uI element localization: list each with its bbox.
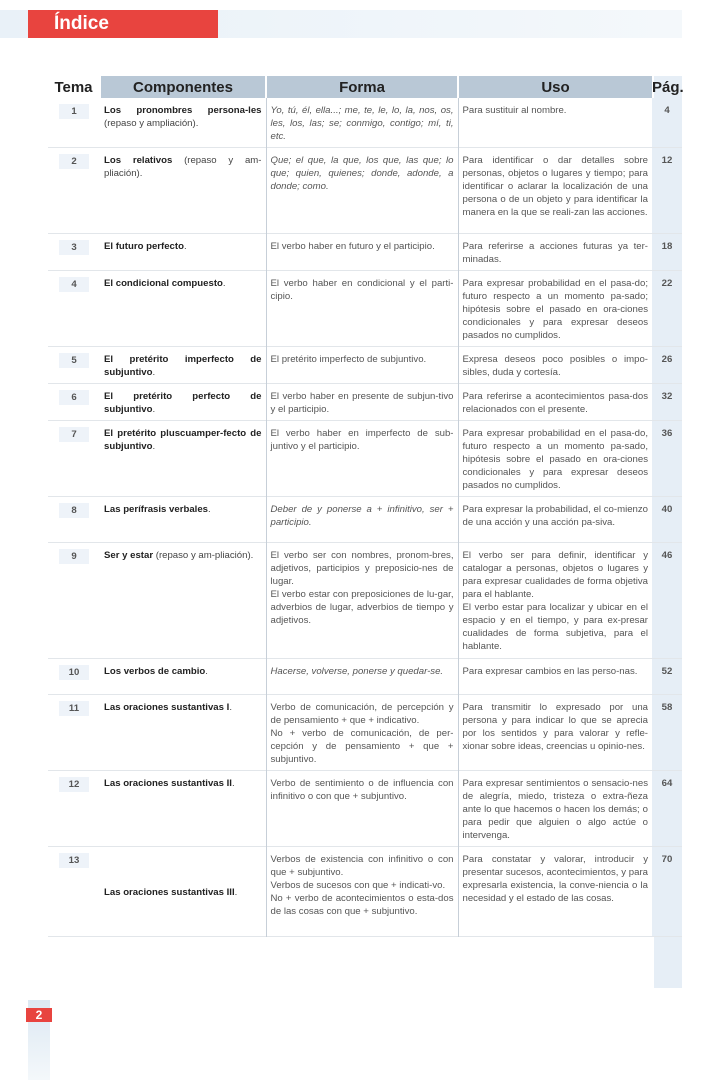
page-ref: 58 xyxy=(652,695,682,771)
table-row xyxy=(48,695,682,771)
componentes-cell xyxy=(100,271,266,347)
uso-cell: Para expresar cambios en las perso-nas. xyxy=(458,659,652,695)
componentes-cell xyxy=(100,384,266,421)
table-row xyxy=(48,543,682,659)
tema-number-label: 2 xyxy=(59,154,89,169)
componentes-cell xyxy=(100,543,266,659)
table-row xyxy=(48,271,682,347)
page-ref: 18 xyxy=(652,234,682,271)
componentes-note: . xyxy=(231,778,235,789)
uso-cell: Para transmitir lo expresado por una persona y para indicar lo que se aprecia por los sentidos y para valorar y refle-xionar sobre ideas, creencias u opinio-nes. xyxy=(458,695,652,771)
componentes-title: Las perífrasis verbales xyxy=(104,504,208,515)
tema-number xyxy=(48,271,100,347)
componentes-title: El pretérito perfecto de subjuntivo xyxy=(104,391,262,415)
componentes-title: Las oraciones sustantivas III xyxy=(104,887,235,898)
componentes-title: Los verbos de cambio xyxy=(104,666,206,677)
tema-number xyxy=(48,847,100,937)
header-componentes: Componentes xyxy=(100,76,266,98)
componentes-note: . xyxy=(205,666,208,677)
page-ref: 40 xyxy=(652,497,682,543)
componentes-cell xyxy=(100,659,266,695)
componentes-note: (repaso y am-pliación). xyxy=(153,550,254,561)
page-ref: 22 xyxy=(652,271,682,347)
tema-number xyxy=(48,543,100,659)
componentes-title: El futuro perfecto xyxy=(104,241,184,252)
header-pag: Pág. xyxy=(652,78,684,96)
componentes-title: Los pronombres persona-les xyxy=(104,105,262,116)
forma-cell: El verbo haber en condicional y el parti-cipio. xyxy=(266,271,458,347)
header-tema: Tema xyxy=(54,78,93,96)
tema-number-label: 3 xyxy=(59,240,89,255)
forma-cell: Que; el que, la que, los que, las que; lo que; quien, quienes; donde, adonde, a donde; como. xyxy=(266,148,458,234)
componentes-note: . xyxy=(183,241,187,252)
uso-cell: Para constatar y valorar, introducir y presentar sucesos, acontecimientos, y para expresarla existencia, la conve-niencia o la necesidad y el estado de las cosas. xyxy=(458,847,652,937)
tema-number xyxy=(48,695,100,771)
tema-number xyxy=(48,98,100,148)
page-ref: 52 xyxy=(652,659,682,695)
componentes-cell xyxy=(100,148,266,234)
uso-cell: Para referirse a acciones futuras ya ter-minadas. xyxy=(458,234,652,271)
forma-cell: Deber de y ponerse a + infinitivo, ser + participio. xyxy=(266,497,458,543)
componentes-title: El pretérito imperfecto de subjuntivo xyxy=(104,354,262,378)
page-ref: 26 xyxy=(652,347,682,384)
uso-cell: Para expresar probabilidad en el pasa-do, futuro respecto a un momento pa-sado, hipótesis sobre el pasado en ora-ciones condicionales y para expresar deseos pasados no cumplidos. xyxy=(458,421,652,497)
forma-cell: El verbo haber en imperfecto de sub-juntivo y el participio. xyxy=(266,421,458,497)
tema-number xyxy=(48,234,100,271)
forma-cell: El verbo haber en futuro y el participio. xyxy=(266,234,458,271)
uso-cell: Para referirse a acontecimientos pasa-dos relacionados con el presente. xyxy=(458,384,652,421)
table-row xyxy=(48,847,682,937)
componentes-title: Los relativos xyxy=(104,155,173,166)
componentes-cell xyxy=(100,695,266,771)
page-number: 2 xyxy=(26,1008,52,1022)
tema-number xyxy=(48,384,100,421)
tema-number xyxy=(48,659,100,695)
table-row xyxy=(48,384,682,421)
tema-number xyxy=(48,421,100,497)
componentes-note: . xyxy=(152,367,156,378)
uso-cell: Para identificar o dar detalles sobre personas, objetos o lugares y tiempo; para identificar o aclarar la localización de una persona o de un objeto y para identificar la manera en la que se reali-zan las acciones. xyxy=(458,148,652,234)
tema-number-label: 12 xyxy=(59,777,89,792)
page-ref: 12 xyxy=(652,148,682,234)
componentes-note: . xyxy=(152,441,156,452)
componentes-note: (repaso y ampliación). xyxy=(104,118,199,129)
componentes-cell xyxy=(100,98,266,148)
tema-number-label: 4 xyxy=(59,277,89,292)
componentes-cell xyxy=(100,847,266,937)
componentes-title: Las oraciones sustantivas II xyxy=(104,778,232,789)
tema-number-label: 8 xyxy=(59,503,89,518)
index-table xyxy=(48,76,682,937)
page-title: Índice xyxy=(28,10,218,38)
componentes-cell xyxy=(100,421,266,497)
tema-number-label: 9 xyxy=(59,549,89,564)
componentes-note: . xyxy=(234,887,238,898)
page-ref: 46 xyxy=(652,543,682,659)
table-row xyxy=(48,347,682,384)
uso-cell: El verbo ser para definir, identificar y catalogar a personas, objetos o lugares y para expresar cualidades de forma objetiva para el hablante. El verbo estar para localizar y ubicar en el espacio y en el tiempo, y para ex-presar cualidades de forma subjetiva, para el hablante. xyxy=(458,543,652,659)
componentes-cell xyxy=(100,771,266,847)
table-row xyxy=(48,497,682,543)
forma-cell: El verbo haber en presente de subjun-tivo y el participio. xyxy=(266,384,458,421)
tema-number xyxy=(48,148,100,234)
page-ref: 36 xyxy=(652,421,682,497)
table-row xyxy=(48,148,682,234)
table-row xyxy=(48,659,682,695)
componentes-note: . xyxy=(152,404,156,415)
componentes-cell xyxy=(100,347,266,384)
componentes-title: Las oraciones sustantivas I xyxy=(104,702,230,713)
forma-cell: Verbo de comunicación, de percepción y de pensamiento + que + indicativo. No + verbo de comunicación, de per-cepción y de pensamiento + que + subjuntivo. xyxy=(266,695,458,771)
table-row xyxy=(48,421,682,497)
forma-cell: El pretérito imperfecto de subjuntivo. xyxy=(266,347,458,384)
page-ref: 4 xyxy=(652,98,682,148)
header-forma: Forma xyxy=(266,76,458,98)
componentes-cell xyxy=(100,234,266,271)
componentes-note: . xyxy=(222,278,226,289)
tema-number-label: 7 xyxy=(59,427,89,442)
uso-cell: Para expresar probabilidad en el pasa-do; futuro respecto a un momento pa-sado; hipótesis sobre el pasado en ora-ciones condicionales y para expresar deseos pasados no cumplidos. xyxy=(458,271,652,347)
tema-number-label: 5 xyxy=(59,353,89,368)
componentes-note: (repaso y am-pliación). xyxy=(104,155,262,179)
componentes-title: El pretérito pluscuamper-fecto de subjuntivo xyxy=(104,428,262,452)
forma-cell: Hacerse, volverse, ponerse y quedar-se. xyxy=(266,659,458,695)
uso-cell: Para expresar sentimientos o sensacio-nes de alegría, miedo, tristeza o extra-ñeza ante lo que hacemos o hacen los demás; o para pedir que alguien o algo actúe o intervenga. xyxy=(458,771,652,847)
tema-number xyxy=(48,497,100,543)
uso-cell: Expresa deseos poco posibles o impo-sibles, duda y cortesía. xyxy=(458,347,652,384)
tema-number xyxy=(48,771,100,847)
tema-number-label: 10 xyxy=(59,665,89,680)
tema-number-label: 11 xyxy=(59,701,89,716)
forma-cell: Verbo de sentimiento o de influencia con infinitivo o con que + subjuntivo. xyxy=(266,771,458,847)
componentes-note: . xyxy=(208,504,211,515)
componentes-title: El condicional compuesto xyxy=(104,278,223,289)
tema-number-label: 13 xyxy=(59,853,89,868)
tema-number xyxy=(48,347,100,384)
forma-cell: El verbo ser con nombres, pronom-bres, adjetivos, participios y preposicio-nes de lugar. El verbo estar con preposiciones de lu-gar, adverbios de lugar, adverbios de tiempo y adjetivos. xyxy=(266,543,458,659)
header-uso: Uso xyxy=(458,76,652,98)
uso-cell: Para expresar la probabilidad, el co-mienzo de una acción y una acción pa-siva. xyxy=(458,497,652,543)
componentes-note: . xyxy=(229,702,232,713)
table-row xyxy=(48,771,682,847)
componentes-cell xyxy=(100,497,266,543)
page-ref: 64 xyxy=(652,771,682,847)
componentes-title: Ser y estar xyxy=(104,550,154,561)
table-row xyxy=(48,98,682,148)
table-row xyxy=(48,234,682,271)
forma-cell: Yo, tú, él, ella...; me, te, le, lo, la, nos, os, les, los, las; se; conmigo, contigo; mí, ti, etc. xyxy=(266,98,458,148)
page-ref: 70 xyxy=(652,847,682,937)
page-ref: 32 xyxy=(652,384,682,421)
forma-cell: Verbos de existencia con infinitivo o con que + subjuntivo. Verbos de sucesos con que + indicati-vo. No + verbo de acontecimientos o esta-dos de las cosas con que + subjuntivo. xyxy=(266,847,458,937)
uso-cell: Para sustituir al nombre. xyxy=(458,98,652,148)
tema-number-label: 1 xyxy=(59,104,89,119)
tema-number-label: 6 xyxy=(59,390,89,405)
